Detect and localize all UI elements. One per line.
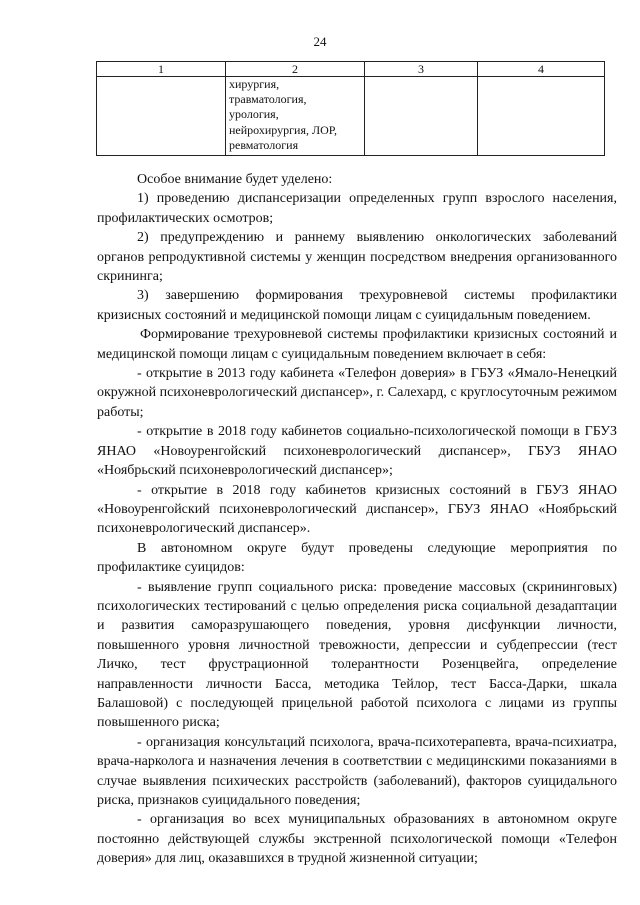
document-body bbox=[97, 170, 617, 869]
table-header-row bbox=[97, 62, 605, 77]
continuation-table bbox=[96, 61, 605, 156]
paragraph: - организация консультаций психолога, врача-психотерапевта, врача-психиатра, врача-нарколога и назначения лечения в соответствии с медицинскими показаниями в случае выявления психических расстройств (заболеваний), факторов суицидального риска, признаков суицидального поведения; bbox=[97, 734, 617, 808]
table-header-cell: 3 bbox=[365, 62, 478, 77]
table-row bbox=[97, 77, 605, 156]
paragraph: Формирование трехуровневой системы профилактики кризисных состояний и медицинской помощи лицам с суицидальным поведением включает в себя: bbox=[97, 327, 617, 362]
table-header-cell: 1 bbox=[97, 62, 226, 77]
table-cell bbox=[478, 77, 605, 156]
paragraph: 3) завершению формирования трехуровневой системы профилактики кризисных состояний и медицинской помощи лицам с суицидальным поведением. bbox=[97, 288, 617, 323]
specialty-line: ревматология bbox=[229, 137, 299, 152]
specialty-line: нейрохирургия, ЛОР, bbox=[229, 122, 337, 137]
paragraph: В автономном округе будут проведены следующие мероприятия по профилактике суицидов: bbox=[97, 540, 617, 576]
paragraph: 1) проведению диспансеризации определенных групп взрослого населения, профилактических осмотров; bbox=[97, 191, 617, 226]
table-cell-specialties bbox=[226, 77, 365, 156]
specialty-line: урология, bbox=[229, 107, 279, 122]
specialty-line: хирургия, bbox=[229, 77, 280, 91]
page-number: 24 bbox=[313, 34, 327, 49]
paragraph: - выявление групп социального риска: проведение массовых (скрининговых) психологических тестирований с целью определения риска социальной дезадаптации и развития саморазрушающего поведения, уровня дисфункции личности, повышенного уровня личностной тревожности, депрессии и субдепрессии (тест Личко, тест фрустрационной толерантности Розенцвейга, определение направленности личности Басса, методика Тейлор, тест Басса-Дарки, шкала Балашовой) с последующей прицельной работой психолога с лицами из группы повышенного риска; bbox=[97, 579, 617, 731]
table-header-cell: 4 bbox=[478, 62, 605, 77]
table-cell bbox=[97, 77, 226, 156]
table-cell bbox=[365, 77, 478, 156]
paragraph: - открытие в 2018 году кабинетов кризисных состояний в ГБУЗ ЯНАО «Новоуренгойский психоневрологический диспансер», ГБУЗ ЯНАО «Ноябрьский психоневрологический диспансер». bbox=[97, 482, 617, 537]
paragraph: 2) предупреждению и раннему выявлению онкологических заболеваний органов репродуктивной системы у женщин посредством внедрения организованного скрининга; bbox=[97, 230, 617, 285]
paragraph: - организация во всех муниципальных образованиях в автономном округе постоянно действующей службы экстренной психологической помощи «Телефон доверия» для лиц, оказавшихся в трудной жизненной ситуации; bbox=[97, 812, 617, 867]
paragraph: - открытие в 2018 году кабинетов социально-психологической помощи в ГБУЗ ЯНАО «Новоуренгойский психоневрологический диспансер», ГБУЗ ЯНАО «Ноябрьский психоневрологический диспансер»; bbox=[97, 424, 617, 479]
paragraph: Особое внимание будет уделено: bbox=[137, 172, 333, 187]
table-header-cell: 2 bbox=[226, 62, 365, 77]
specialty-line: травматология, bbox=[229, 92, 307, 107]
paragraph: - открытие в 2013 году кабинета «Телефон доверия» в ГБУЗ «Ямало-Ненецкий окружной психоневрологический диспансер», г. Салехард, с круглосуточным режимом работы; bbox=[97, 366, 617, 420]
